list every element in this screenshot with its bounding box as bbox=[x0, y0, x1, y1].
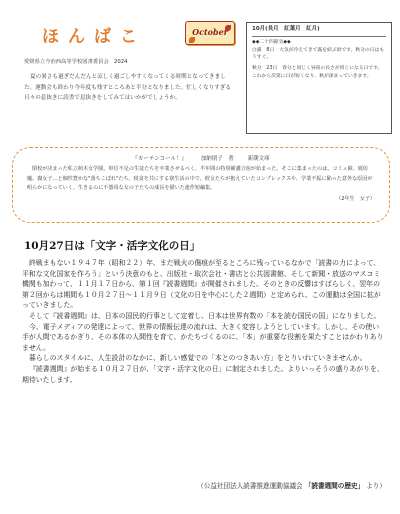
newsletter-title: ほんばこ bbox=[42, 27, 146, 47]
leaf-icon bbox=[189, 37, 195, 43]
october-badge bbox=[185, 21, 235, 45]
divider bbox=[252, 36, 386, 37]
article-source bbox=[120, 480, 386, 490]
review-signature: （2年生 女子） bbox=[336, 195, 375, 202]
calendar-month: 10月(長月 紅葉月 紅月) bbox=[252, 26, 320, 32]
article-title: 10月27日は「文字・活字文化の日」 bbox=[24, 240, 201, 252]
badge-label: October bbox=[192, 27, 228, 37]
article-paragraph: 暮らしのスタイルに、人生設計のなかに、新しい感覚での「本とのつきあい方」をとりいれていきませんか。 bbox=[29, 354, 367, 363]
source-title: 「読書週間の歴史」 bbox=[304, 482, 365, 490]
review-author: 加納朋子 著 bbox=[200, 156, 234, 162]
book-review-box bbox=[12, 147, 390, 223]
calendar-item: 秋分 23日 春分と同じく昼夜の長さが同じになる日です。これから次第に日が短くなり、秋が深まっていきます。 bbox=[252, 66, 383, 79]
review-publisher: 新潮文庫 bbox=[247, 156, 270, 162]
source-prefix: （公益社団法人読書推進運動協議会 bbox=[197, 482, 303, 490]
intro-paragraph: 夏の暑さも過ぎだんだんと涼しく過ごしやすくなってくる時期となってきました。運動会も終わり今年度も残すところあと半分となりました。忙しくなりすぎる日々の息抜きに読書で息抜きをしてみてはいかがでしょうか。 bbox=[24, 74, 231, 101]
review-heading bbox=[27, 154, 375, 162]
article-paragraph: 終戦まもない１９４７年（昭和２２）年、まだ戦火の傷痕が至るところに残っているなかで「読書の力によって、平和な文化国家を作ろう」という決意のもと、出版社・取次会社・書店と公共図書館、そして新聞・放送のマスコミ機関も加わって、１１月１７日から、第１回『読書週間』が開催されました。そのときの反響はすばらしく、翌年の第２回からは期間も１０月２７日～１１月９日（文化の日を中心にした２週間）と定められ、この運動は全国に拡がっていきました。 bbox=[22, 259, 381, 310]
seasonal-calendar-box bbox=[246, 22, 392, 134]
publisher-line: 愛媛県立今治西高等学校図書委員会 2024 bbox=[24, 59, 128, 65]
source-suffix: より） bbox=[366, 482, 386, 490]
calendar-subheading: ◆◆二十四節気◆◆ bbox=[252, 39, 291, 45]
review-book-title: 『カーテンコール！』 bbox=[132, 156, 188, 162]
calendar-item: 白露 8日 大気が冷えてきて露を結ぶ頃です。秋分の日はもうすぐ。 bbox=[252, 47, 385, 61]
article-body bbox=[22, 258, 384, 385]
article-paragraph: そして『読書週間』は、日本の国民的行事として定着し、日本は世界有数の「本を読む国民の国」になりました。 bbox=[29, 311, 381, 320]
article-paragraph: 『読書週間』が始まる１０月２７日が、「文字・活字文化の日」に制定されました。よりいっそうの盛りあがりを、期待いたします。 bbox=[22, 364, 384, 384]
review-body: 閉校が決まった私立萌木女学園。単位不足の生徒たちを卒業させるべく、半年間の特別補講合宿が始まった。そこに集まったのは、コミュ障、寝坊魔、腐女子…と個性豊かな"落ちこぼれ"たち。寝食を共にする寮生活の中で、彼女たちが抱えていたコンプレックスや、学業不振に陥った意外な原因が明らかになっていく。生きるのに不器用な女の子たちの成長を描いた連作短編集。 bbox=[27, 166, 373, 191]
article-paragraph: 今、電子メディアの発達によって、世界の情報伝達の流れは、大きく変容しようとしています。しかし、その使い手が人間であるかぎり、その本体の人間性を育て、かたちづくるのに、「本」が重要な役割を果たすことはかわりありません。 bbox=[22, 322, 384, 352]
